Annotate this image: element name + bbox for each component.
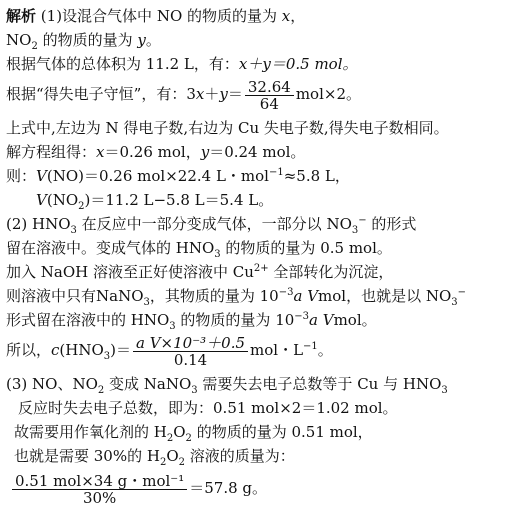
fraction: $\frac{\text{a V×10⁻³＋0.5}}{0.14}$ [133, 335, 248, 368]
line-11: 加入 NaOH 溶液至正好使溶液中 $Cu^{2+}$ 全部转化为沉淀， [6, 263, 394, 281]
line-18: 也就是需要 30%的 $H_2O_2$ 溶液的质量为： [14, 447, 295, 468]
line-7: 则：V(NO)＝0.26 mol×22.4 L・mol$^{-1}$≈5.8 L， [6, 167, 350, 185]
line-12: 则溶液中只有NaNO$_3$，其物质的量为 $10^{-3}a$ Vmol，也就是以 $NO_3^-$ [6, 287, 467, 308]
line-3: 根据气体的总体积为 11.2 L，有：x＋y＝0.5 mol。 [6, 55, 358, 73]
line-5: 上式中,左边为 N 得电子数,右边为 Cu 失电子数,得失电子数相同。 [6, 119, 449, 137]
analysis-label: 解析 [6, 7, 37, 25]
line-9: (2) $HNO_3$ 在反应中一部分变成气体，一部分以 $NO_3^-$ 的形式 [6, 215, 417, 236]
line-15: (3) NO、$NO_2$ 变成 NaNO$_3$ 需要失去电子总数等于 Cu 与 $HNO_3$ [6, 375, 448, 396]
line-4: 根据“得失电子守恒”，有：3x＋y＝ $\frac{32.64}{64}$ mol×2。 [6, 77, 361, 113]
line-10: 留在溶液中。变成气体的 $HNO_3$ 的物质的量为 0.5 mol。 [6, 239, 392, 260]
line-6: 解方程组得：x＝0.26 mol，y＝0.24 mol。 [6, 143, 306, 161]
fraction: $\frac{32.64}{64}$ [245, 79, 294, 112]
fraction: $\frac{\text{0.51 mol×34 g・mol⁻¹}}{30\%}$ [12, 473, 187, 506]
line-1: 解析 (1)设混合气体中 NO 的物质的量为 x， [6, 7, 306, 25]
line-13: 形式留在溶液中的 $HNO_3$ 的物质的量为 $10^{-3}a$ Vmol。 [6, 311, 377, 332]
line-17: 故需要用作氧化剂的 $H_2O_2$ 的物质的量为 0.51 mol， [14, 423, 373, 444]
line-16: 反应时失去电子总数，即为：0.51 mol×2＝1.02 mol。 [18, 399, 398, 417]
line-2: $NO_2$ 的物质的量为 y。 [6, 31, 161, 52]
line-19: $\frac{\text{0.51 mol×34 g・mol⁻¹}}{30\%}$ ＝57.8 g。 [10, 472, 267, 506]
line-14: 所以，$c(HNO_3)=$ $\frac{\text{a V×10⁻³＋0.5}}{0.14}$ mol・$L^{-1}$。 [6, 333, 333, 369]
line-8: $V(NO_2)=11.2$ L−5.8 L＝5.4 L。 [36, 191, 274, 212]
